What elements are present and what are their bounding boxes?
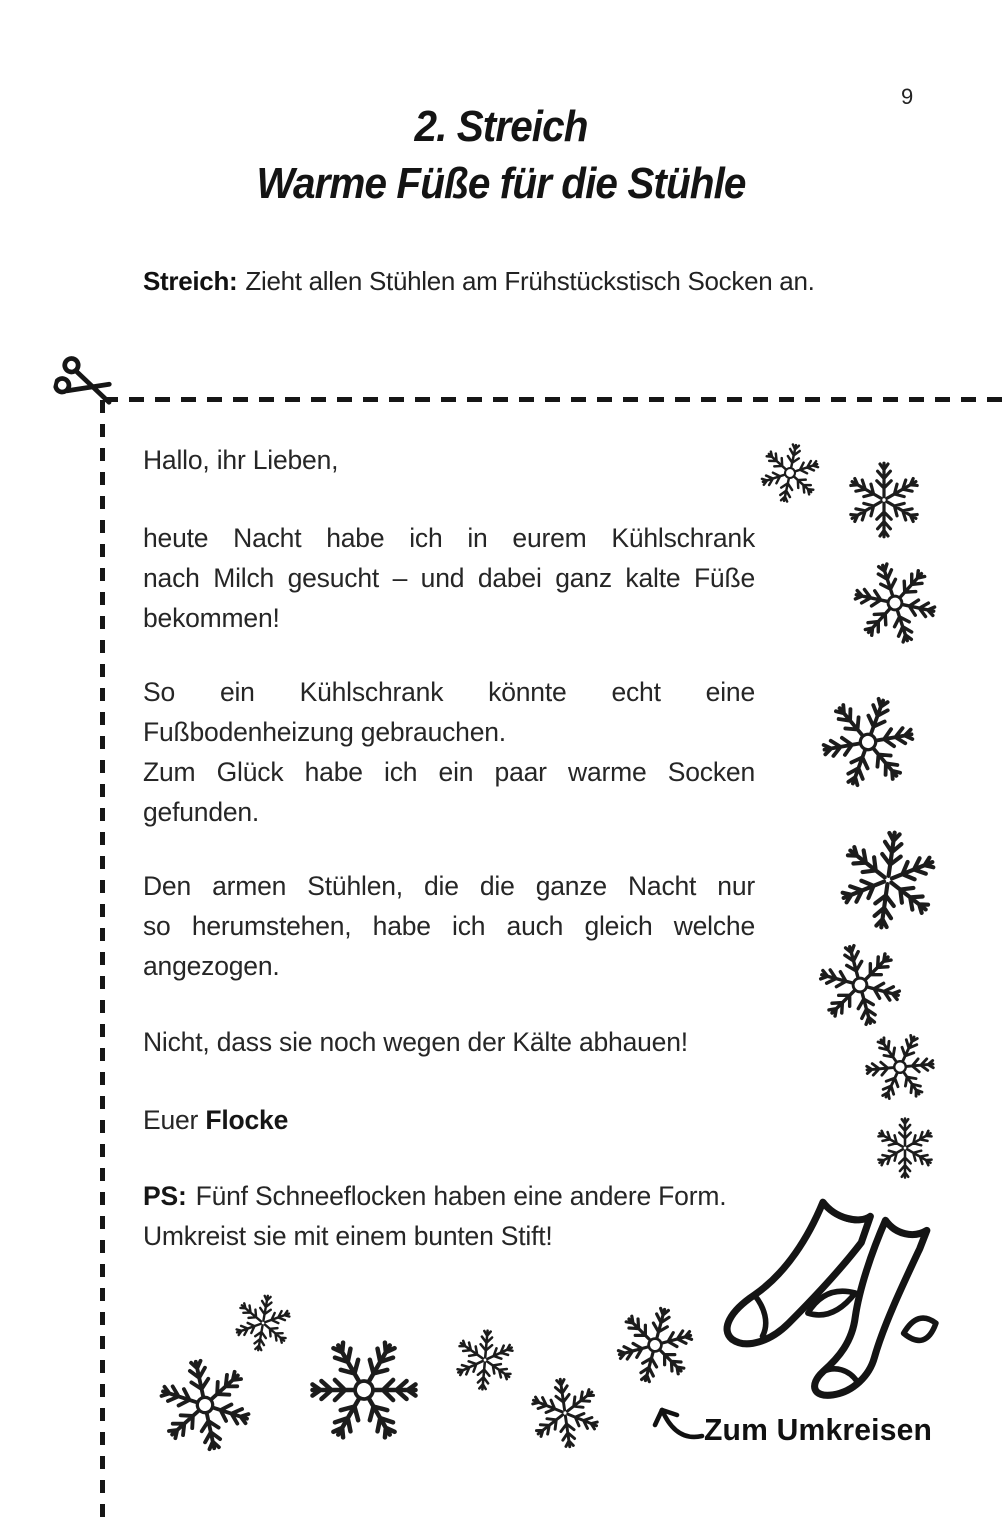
snowflake-plain-icon <box>450 1325 519 1394</box>
scissors-icon <box>48 351 125 425</box>
cut-line-vertical <box>100 400 105 1521</box>
snowflake-ringed-icon <box>753 436 827 510</box>
signature-name: Flocke <box>205 1105 289 1135</box>
snowflake-plain-icon <box>844 460 924 540</box>
circle-hint-label: Zum Umkreisen <box>704 1412 933 1447</box>
cut-line-horizontal <box>103 397 1002 402</box>
letter-line: Fußbodenheizung gebrauchen. <box>143 717 506 747</box>
chapter-title <box>0 98 1002 212</box>
snowflake-plain-icon <box>873 1116 937 1180</box>
page-number: 9 <box>901 84 914 109</box>
snowflake-ringed-icon <box>288 1314 441 1467</box>
snowflake-plain-icon <box>829 821 946 938</box>
prank-summary-text: Zieht allen Stühlen am Frühstückstisch Socken an. <box>245 266 815 296</box>
letter-line: gefunden. <box>143 797 260 827</box>
snowflake-plain-icon <box>523 1371 607 1455</box>
snowflake-ringed-icon <box>806 680 929 803</box>
signature-pre: Euer <box>143 1105 199 1135</box>
letter-ps-line1 <box>143 1176 755 1216</box>
chapter-title-line1: 2. Streich <box>414 102 588 151</box>
ps-label: PS: <box>143 1181 187 1211</box>
letter-line: so herumstehen, habe ich auch gleich welche <box>143 911 755 941</box>
letter-line: Zum Glück habe ich ein paar warme Socken <box>143 757 755 787</box>
prank-summary <box>143 266 963 297</box>
letter-line: Den armen Stühlen, die die ganze Nacht nur <box>143 871 755 901</box>
letter-line: bekommen! <box>143 603 280 633</box>
ps-text1: Fünf Schneeflocken haben eine andere Form. <box>195 1181 727 1211</box>
snowflake-ringed-icon <box>841 549 949 657</box>
snowflake-ringed-icon <box>852 1019 948 1115</box>
letter-ps-line2: Umkreist sie mit einem bunten Stift! <box>143 1221 553 1251</box>
prank-summary-label: Streich: <box>143 266 238 296</box>
snowflake-ringed-icon <box>807 932 912 1037</box>
letter-line: angezogen. <box>143 951 280 981</box>
chapter-title-line2: Warme Füße für die Stühle <box>256 159 746 208</box>
letter-body <box>143 440 755 1256</box>
letter-signature <box>143 1100 755 1140</box>
letter-salutation: Hallo, ihr Lieben, <box>143 445 339 475</box>
snowflake-ringed-icon <box>148 1348 262 1462</box>
letter-line: So ein Kühlschrank könnte echt eine <box>143 677 755 707</box>
letter-line: Nicht, dass sie noch wegen der Kälte abhauen! <box>143 1027 688 1057</box>
snowflake-plain-icon <box>228 1288 298 1358</box>
letter-line: nach Milch gesucht – und dabei ganz kalte Füße <box>143 563 755 593</box>
letter-line: heute Nacht habe ich in eurem Kühlschrank <box>143 523 755 553</box>
socks-illustration <box>712 1190 944 1402</box>
snowflake-ringed-icon <box>606 1296 704 1394</box>
circle-hint-arrow-icon <box>652 1398 706 1444</box>
